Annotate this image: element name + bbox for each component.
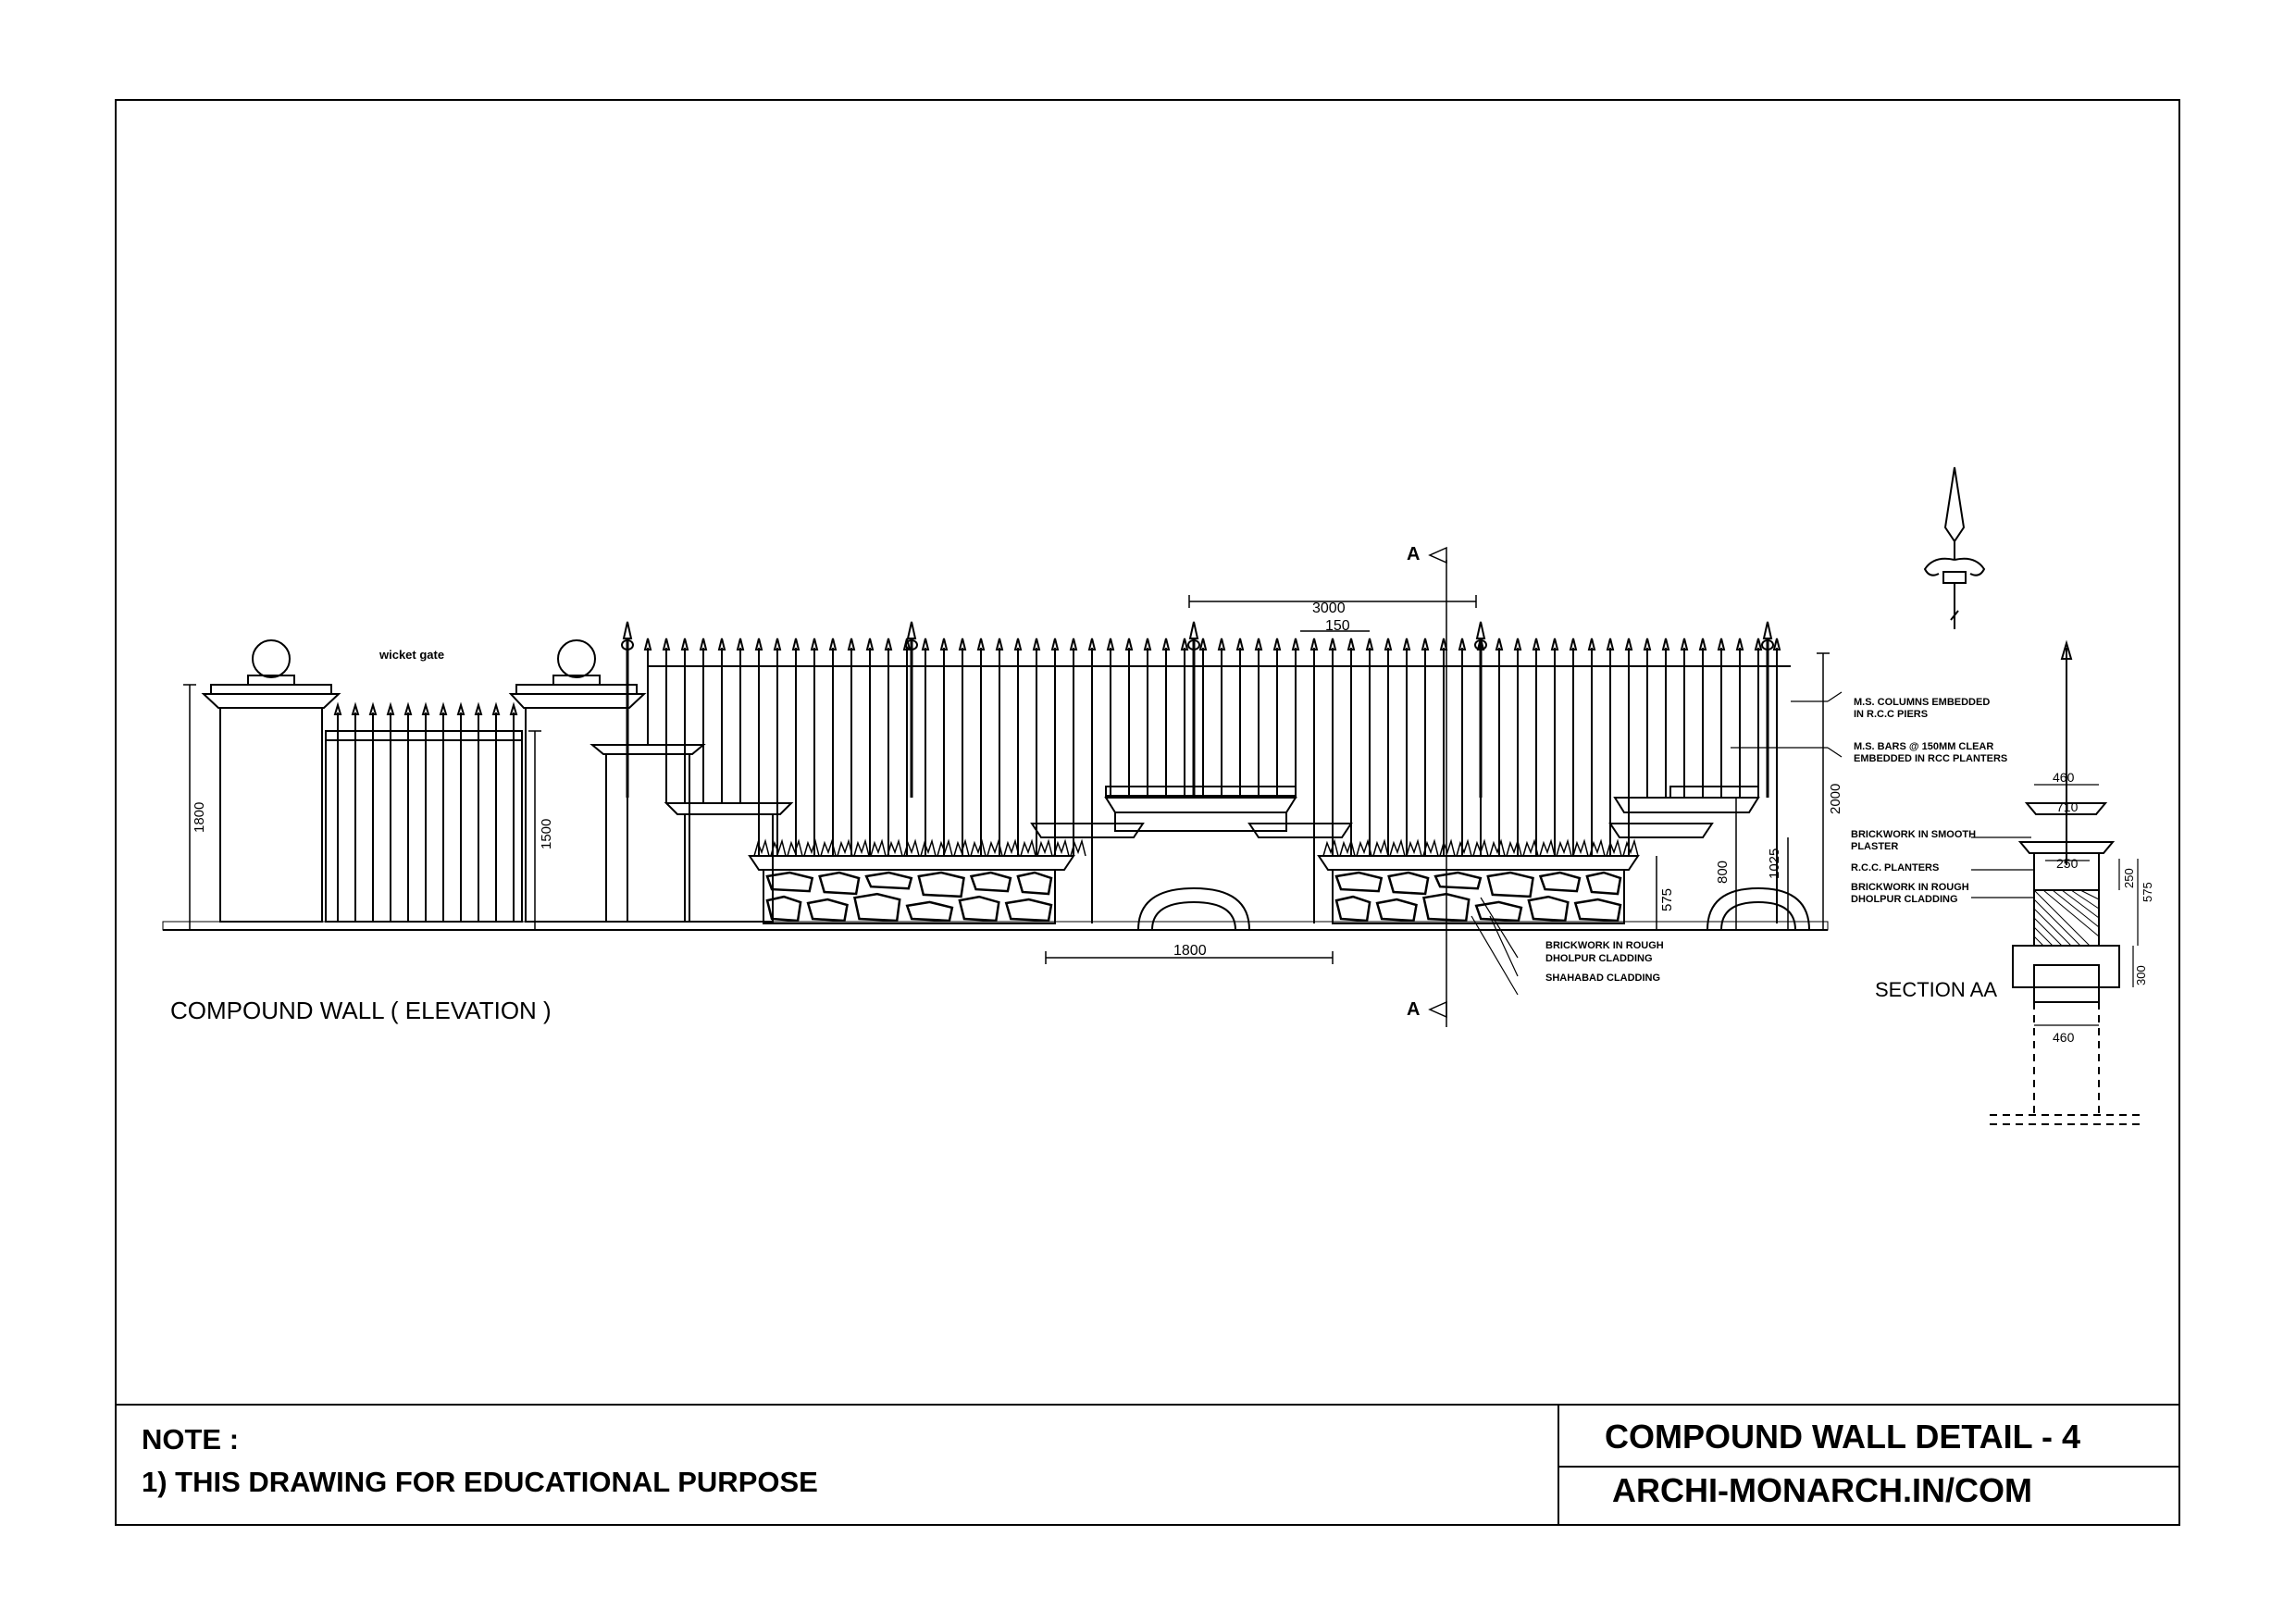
section-dim-300: 300 — [2134, 965, 2148, 985]
dim-800-text: 800 — [1715, 860, 1731, 884]
dim-gate-text: 1500 — [539, 818, 554, 849]
label-shahabad: SHAHABAD CLADDING — [1545, 973, 1661, 984]
label-brick-rough-1: BRICKWORK IN ROUGH — [1545, 940, 1664, 951]
planter-shrubs — [754, 841, 1638, 856]
label-ms-columns-1: M.S. COLUMNS EMBEDDED — [1854, 697, 1991, 708]
spear-finial-detail — [1925, 467, 1984, 629]
right-gate-pier — [511, 640, 644, 922]
stepped-pier-2 — [666, 803, 791, 922]
section-aa-title: SECTION AA — [1875, 978, 1998, 1001]
note-line-1: 1) THIS DRAWING FOR EDUCATIONAL PURPOSE — [142, 1466, 818, 1498]
section-label-brick-smooth-1: BRICKWORK IN SMOOTH — [1851, 829, 1977, 840]
dim-2000-text: 2000 — [1828, 783, 1843, 814]
website-label: ARCHI-MONARCH.IN/COM — [1612, 1471, 2032, 1509]
section-dim-inner: 250 — [2056, 856, 2079, 871]
dim-pier-text: 1800 — [192, 801, 207, 833]
section-marker-bottom: A — [1407, 999, 1421, 1020]
planter-box-2 — [1319, 856, 1638, 923]
note-heading: NOTE : — [142, 1423, 240, 1456]
wicket-gate — [326, 705, 522, 922]
dim-planter-text: 1800 — [1173, 943, 1207, 959]
section-marker-top: A — [1407, 544, 1421, 564]
dims-right — [1657, 653, 1830, 930]
label-ms-columns-2: IN R.C.C PIERS — [1854, 709, 1929, 720]
arch-2 — [1707, 888, 1809, 930]
label-brick-rough-2: DHOLPUR CLADDING — [1545, 953, 1653, 964]
stepped-pier-1 — [592, 745, 703, 922]
dim-575-text: 575 — [1659, 887, 1675, 911]
gate-label: wicket gate — [379, 648, 445, 662]
section-label-rcc-planters: R.C.C. PLANTERS — [1851, 862, 1940, 873]
planter-box-1 — [750, 856, 1074, 923]
section-label-brick-rough-1: BRICKWORK IN ROUGH — [1851, 882, 1969, 893]
elevation-title: COMPOUND WALL ( ELEVATION ) — [170, 997, 552, 1024]
section-label-brick-smooth-2: PLASTER — [1851, 841, 1899, 852]
section-dim-710: 710 — [2056, 799, 2079, 814]
section-dim-460-bottom: 460 — [2053, 1030, 2075, 1045]
left-gate-pier — [204, 640, 339, 922]
label-ms-bars-1: M.S. BARS @ 150MM CLEAR — [1854, 741, 1994, 752]
section-dim-460-top: 460 — [2053, 770, 2075, 785]
section-label-brick-rough-2: DHOLPUR CLADDING — [1851, 894, 1958, 905]
section-dim-575: 575 — [2141, 882, 2154, 902]
dim-150-text: 150 — [1325, 618, 1350, 634]
drawing-title: COMPOUND WALL DETAIL - 4 — [1605, 1418, 2081, 1456]
dim-1025-text: 1025 — [1767, 848, 1782, 879]
section-dims — [2034, 785, 2138, 1025]
arch-1 — [1138, 888, 1249, 930]
section-dim-250: 250 — [2122, 868, 2136, 888]
dim-3000-text: 3000 — [1312, 601, 1346, 616]
label-ms-bars-2: EMBEDDED IN RCC PLANTERS — [1854, 753, 2008, 764]
upper-planters — [1032, 787, 1758, 837]
